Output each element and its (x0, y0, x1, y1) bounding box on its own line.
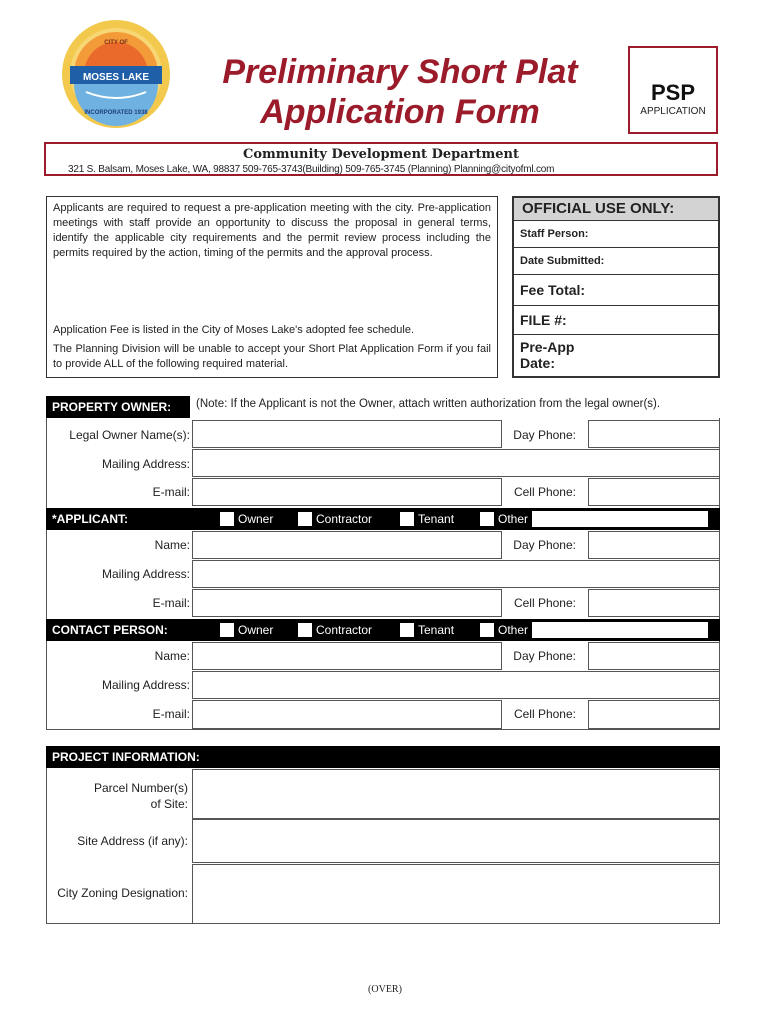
site-address-field[interactable] (192, 819, 720, 863)
over-indicator: (OVER) (368, 984, 402, 995)
property-owner-heading-text: PROPERTY OWNER: (52, 400, 172, 414)
contact-tenant-label: Tenant (418, 623, 455, 637)
applicant-tenant-checkbox[interactable] (400, 512, 414, 526)
applicant-other-label: Other (498, 512, 529, 526)
applicant-cell-phone-label: Cell Phone: (513, 596, 576, 610)
owner-name-field[interactable] (192, 420, 502, 448)
department-address: 321 S. Balsam, Moses Lake, WA, 98837 509-765-3743(Building) 509-765-3745 (Planning) Planning@cityofml.com (68, 164, 555, 175)
contact-email-label: E-mail: (152, 707, 190, 721)
applicant-heading-text: *APPLICANT: (52, 512, 129, 526)
city-logo (60, 18, 172, 130)
owner-mailing-label: Mailing Address: (101, 457, 190, 471)
intro-fee-note: Application Fee is listed in the City of Moses Lake's adopted fee schedule. (53, 324, 415, 336)
applicant-name-label: Name: (154, 538, 190, 552)
title-line-1: Preliminary Short Plat (222, 53, 578, 91)
site-address-label: Site Address (if any): (77, 834, 188, 848)
staff-person-label: Staff Person: (520, 228, 589, 240)
contact-cell-phone-field[interactable] (588, 700, 720, 729)
owner-day-phone-field[interactable] (588, 420, 720, 448)
preapp-date-row[interactable] (514, 335, 718, 375)
owner-name-label: Legal Owner Name(s): (69, 428, 190, 442)
project-info-heading-text: PROJECT INFORMATION: (52, 750, 200, 764)
applicant-name-field[interactable] (192, 531, 502, 559)
contact-mailing-label: Mailing Address: (101, 678, 190, 692)
date-submitted-row[interactable] (514, 248, 718, 275)
applicant-owner-label: Owner (238, 512, 274, 526)
applicant-other-field[interactable] (532, 511, 708, 527)
parcel-number-field[interactable] (192, 769, 720, 819)
intro-paragraph-1: Applicants are required to request a pre-application meeting with the city. Pre-application meetings with staff provide an opportunity to discuss the proposal in general terms, identify the applicable city requirements and the permit review process including the permits required by the action, timing of the permits and the approval process. (53, 202, 491, 259)
file-number-row[interactable] (514, 306, 718, 335)
applicant-day-phone-label: Day Phone: (513, 538, 576, 552)
contact-contractor-checkbox[interactable] (298, 623, 312, 637)
contact-owner-checkbox[interactable] (220, 623, 234, 637)
title-line-2: Application Form (260, 93, 540, 131)
logo-bottom-text: INCORPORATED 1938 (84, 110, 148, 116)
department-banner (44, 142, 718, 176)
parcel-number-label (46, 780, 188, 812)
fee-total-label: Fee Total: (520, 282, 586, 298)
official-use-box (512, 196, 720, 378)
contact-name-field[interactable] (192, 642, 502, 670)
applicant-day-phone-field[interactable] (588, 531, 720, 559)
date-submitted-label: Date Submitted: (520, 255, 605, 267)
owner-day-phone-label: Day Phone: (513, 428, 576, 442)
property-owner-heading (46, 396, 190, 418)
owner-cell-phone-label: Cell Phone: (513, 485, 576, 499)
owner-cell-phone-field[interactable] (588, 478, 720, 506)
applicant-other-checkbox[interactable] (480, 512, 494, 526)
intro-required-note: The Planning Division will be unable to accept your Short Plat Application Form if you fail to provide ALL of the following required material. (53, 343, 491, 370)
contact-mailing-field[interactable] (192, 671, 720, 699)
contact-name-label: Name: (154, 649, 190, 663)
parcel-number-label-2: of Site: (150, 797, 188, 811)
zoning-field[interactable] (192, 864, 720, 924)
contact-contractor-label: Contractor (316, 623, 373, 637)
applicant-contractor-label: Contractor (316, 512, 373, 526)
applicant-contractor-checkbox[interactable] (298, 512, 312, 526)
applicant-cell-phone-field[interactable] (588, 589, 720, 617)
file-number-label: FILE #: (520, 312, 567, 328)
owner-note: (Note: If the Applicant is not the Owner, attach written authorization from the legal owner(s). (196, 398, 661, 410)
owner-email-field[interactable] (192, 478, 502, 506)
applicant-email-field[interactable] (192, 589, 502, 617)
preapp-label-2: Date: (520, 355, 556, 371)
owner-email-label: E-mail: (152, 485, 190, 499)
zoning-label: City Zoning Designation: (57, 886, 188, 900)
logo-top-text: CITY OF (104, 40, 128, 46)
form-code-box (628, 46, 718, 134)
intro-box (46, 196, 498, 378)
form-code: PSP (650, 80, 696, 105)
project-info-heading (46, 746, 720, 768)
parcel-number-label-1: Parcel Number(s) (93, 781, 188, 795)
contact-other-field[interactable] (532, 622, 708, 638)
fee-total-row[interactable] (514, 275, 718, 306)
contact-day-phone-label: Day Phone: (513, 649, 576, 663)
official-use-heading: OFFICIAL USE ONLY: (514, 198, 718, 221)
contact-owner-label: Owner (238, 623, 274, 637)
staff-person-row[interactable] (514, 221, 718, 248)
contact-day-phone-field[interactable] (588, 642, 720, 670)
contact-person-heading-text: CONTACT PERSON: (52, 623, 168, 637)
logo-name: MOSES LAKE (82, 72, 150, 83)
department-name: Community Development Department (243, 147, 519, 162)
applicant-mailing-field[interactable] (192, 560, 720, 588)
applicant-email-label: E-mail: (152, 596, 190, 610)
applicant-owner-checkbox[interactable] (220, 512, 234, 526)
form-code-sub: APPLICATION (640, 106, 706, 117)
preapp-label-1: Pre-App (520, 339, 575, 355)
contact-email-field[interactable] (192, 700, 502, 729)
contact-cell-phone-label: Cell Phone: (513, 707, 576, 721)
form-title (200, 52, 600, 132)
owner-mailing-field[interactable] (192, 449, 720, 477)
contact-tenant-checkbox[interactable] (400, 623, 414, 637)
applicant-tenant-label: Tenant (418, 512, 455, 526)
contact-other-label: Other (498, 623, 529, 637)
contact-other-checkbox[interactable] (480, 623, 494, 637)
applicant-mailing-label: Mailing Address: (101, 567, 190, 581)
